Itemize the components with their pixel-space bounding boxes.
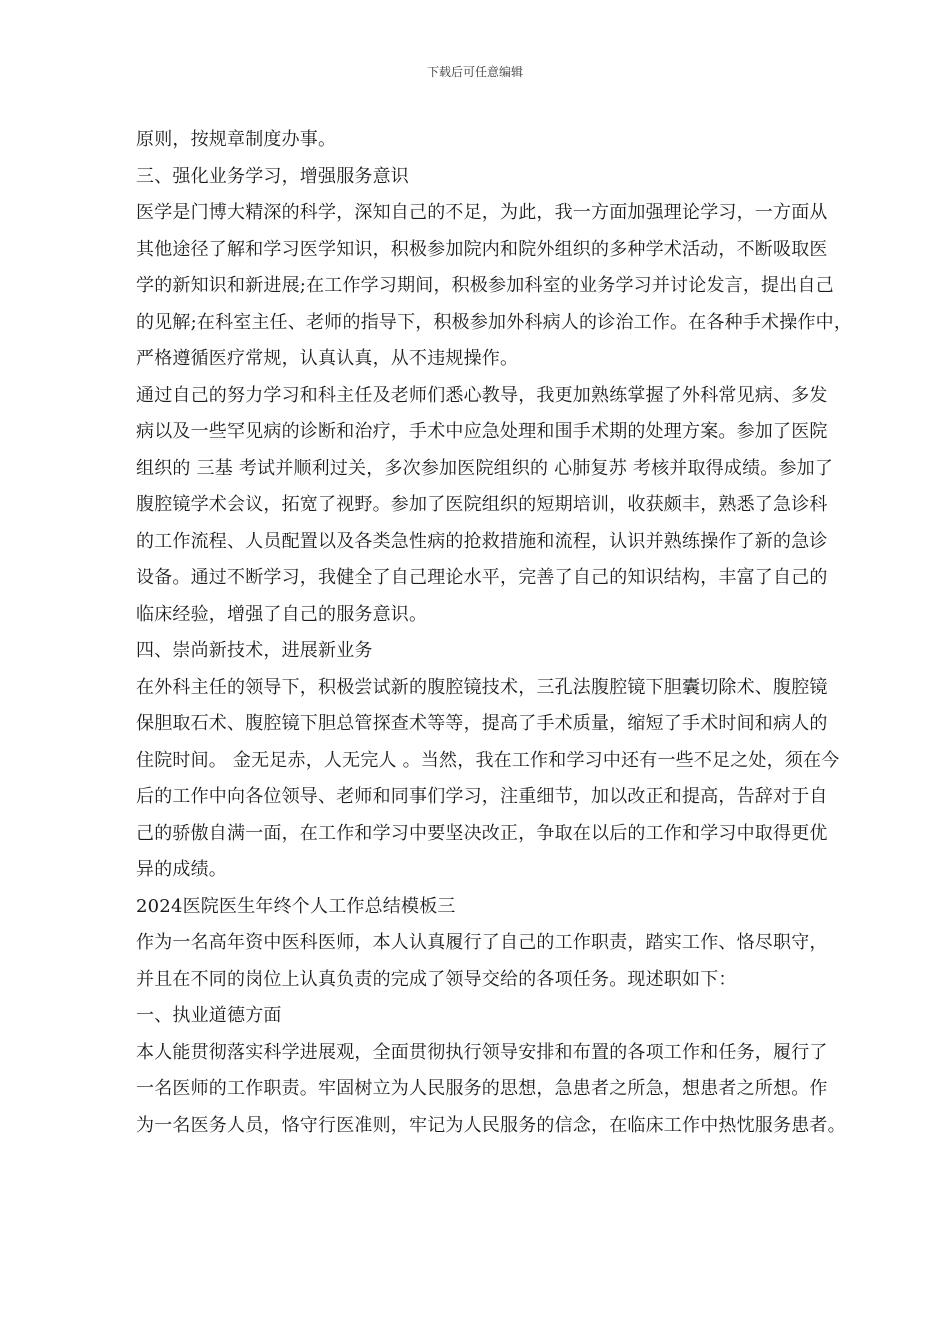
text-line: 组织的 三基 考试并顺利过关，多次参加医院组织的 心肺复苏 考核并取得成绩。参加了 — [136, 457, 834, 479]
text-line: 临床经验，增强了自己的服务意识。 — [136, 603, 428, 625]
text-line: 本人能贯彻落实科学进展观，全面贯彻执行领导安排和布置的各项工作和任务，履行了 — [136, 1041, 828, 1063]
text-line: 严格遵循医疗常规，认真认真，从不违规操作。 — [136, 348, 519, 369]
text-line: 保胆取石术、腹腔镜下胆总管探查术等等，提高了手术质量，缩短了手术时间和病人的 — [136, 713, 828, 734]
text-line: 后的工作中向各位领导、老师和同事们学习，注重细节，加以改正和提高，告辞对于自 — [136, 786, 828, 807]
text-line: 为一名医务人员，恪守行医准则，牢记为人民服务的信念，在临床工作中热忱服务患者。 — [136, 1114, 846, 1136]
section-heading: 一、执业道德方面 — [136, 1005, 282, 1026]
document-body — [136, 122, 896, 1144]
text-line: 医学是门博大精深的科学，深知自己的不足，为此，我一方面加强理论学习，一方面从 — [136, 202, 828, 223]
text-line: 原则，按规章制度办事。 — [136, 129, 337, 150]
text-line: 病以及一些罕见病的诊断和治疗，手术中应急处理和围手术期的处理方案。参加了医院 — [136, 421, 828, 442]
text-line: 学的新知识和新进展;在工作学习期间，积极参加科室的业务学习并讨论发言，提出自己 — [136, 275, 834, 296]
text-line: 并且在不同的岗位上认真负责的完成了领导交给的各项任务。现述职如下： — [136, 968, 737, 990]
text-line: 通过自己的努力学习和科主任及老师们悉心教导，我更加熟练掌握了外科常见病、多发 — [136, 384, 828, 406]
text-line: 住院时间。 金无足赤，人无完人 。当然，我在工作和学习中还有一些不足之处，须在今 — [136, 749, 840, 771]
text-line: 一名医师的工作职责。牢固树立为人民服务的思想，急患者之所急，想患者之所想。作 — [136, 1078, 828, 1099]
text-line: 在外科主任的领导下，积极尝试新的腹腔镜技术，三孔法腹腔镜下胆囊切除术、腹腔镜 — [136, 676, 828, 698]
page-header: 下载后可任意编辑 — [426, 65, 523, 79]
text-line: 其他途径了解和学习医学知识，积极参加院内和院外组织的多种学术活动，不断吸取医 — [136, 238, 828, 260]
text-line: 的见解;在科室主任、老师的指导下，积极参加外科病人的诊治工作。在各种手术操作中， — [136, 311, 853, 333]
text-line: 异的成绩。 — [136, 859, 227, 880]
section-heading: 三、强化业务学习，增强服务意识 — [136, 165, 409, 187]
text-line: 腹腔镜学术会议，拓宽了视野。参加了医院组织的短期培训，收获颇丰，熟悉了急诊科 — [136, 494, 828, 515]
text-line: 己的骄傲自满一面，在工作和学习中要坚决改正，争取在以后的工作和学习中取得更优 — [136, 822, 828, 844]
section-heading: 四、崇尚新技术，进展新业务 — [136, 640, 373, 661]
text-line: 的工作流程、人员配置以及各类急性病的抢救措施和流程，认识并熟练操作了新的急诊 — [136, 530, 828, 552]
text-line: 设备。通过不断学习，我健全了自己理论水平，完善了自己的知识结构，丰富了自己的 — [136, 567, 828, 588]
text-line: 作为一名高年资中医科医师，本人认真履行了自己的工作职责，踏实工作、恪尽职守， — [136, 932, 828, 953]
document-title: 2024医院医生年终个人工作总结模板三 — [136, 895, 456, 917]
